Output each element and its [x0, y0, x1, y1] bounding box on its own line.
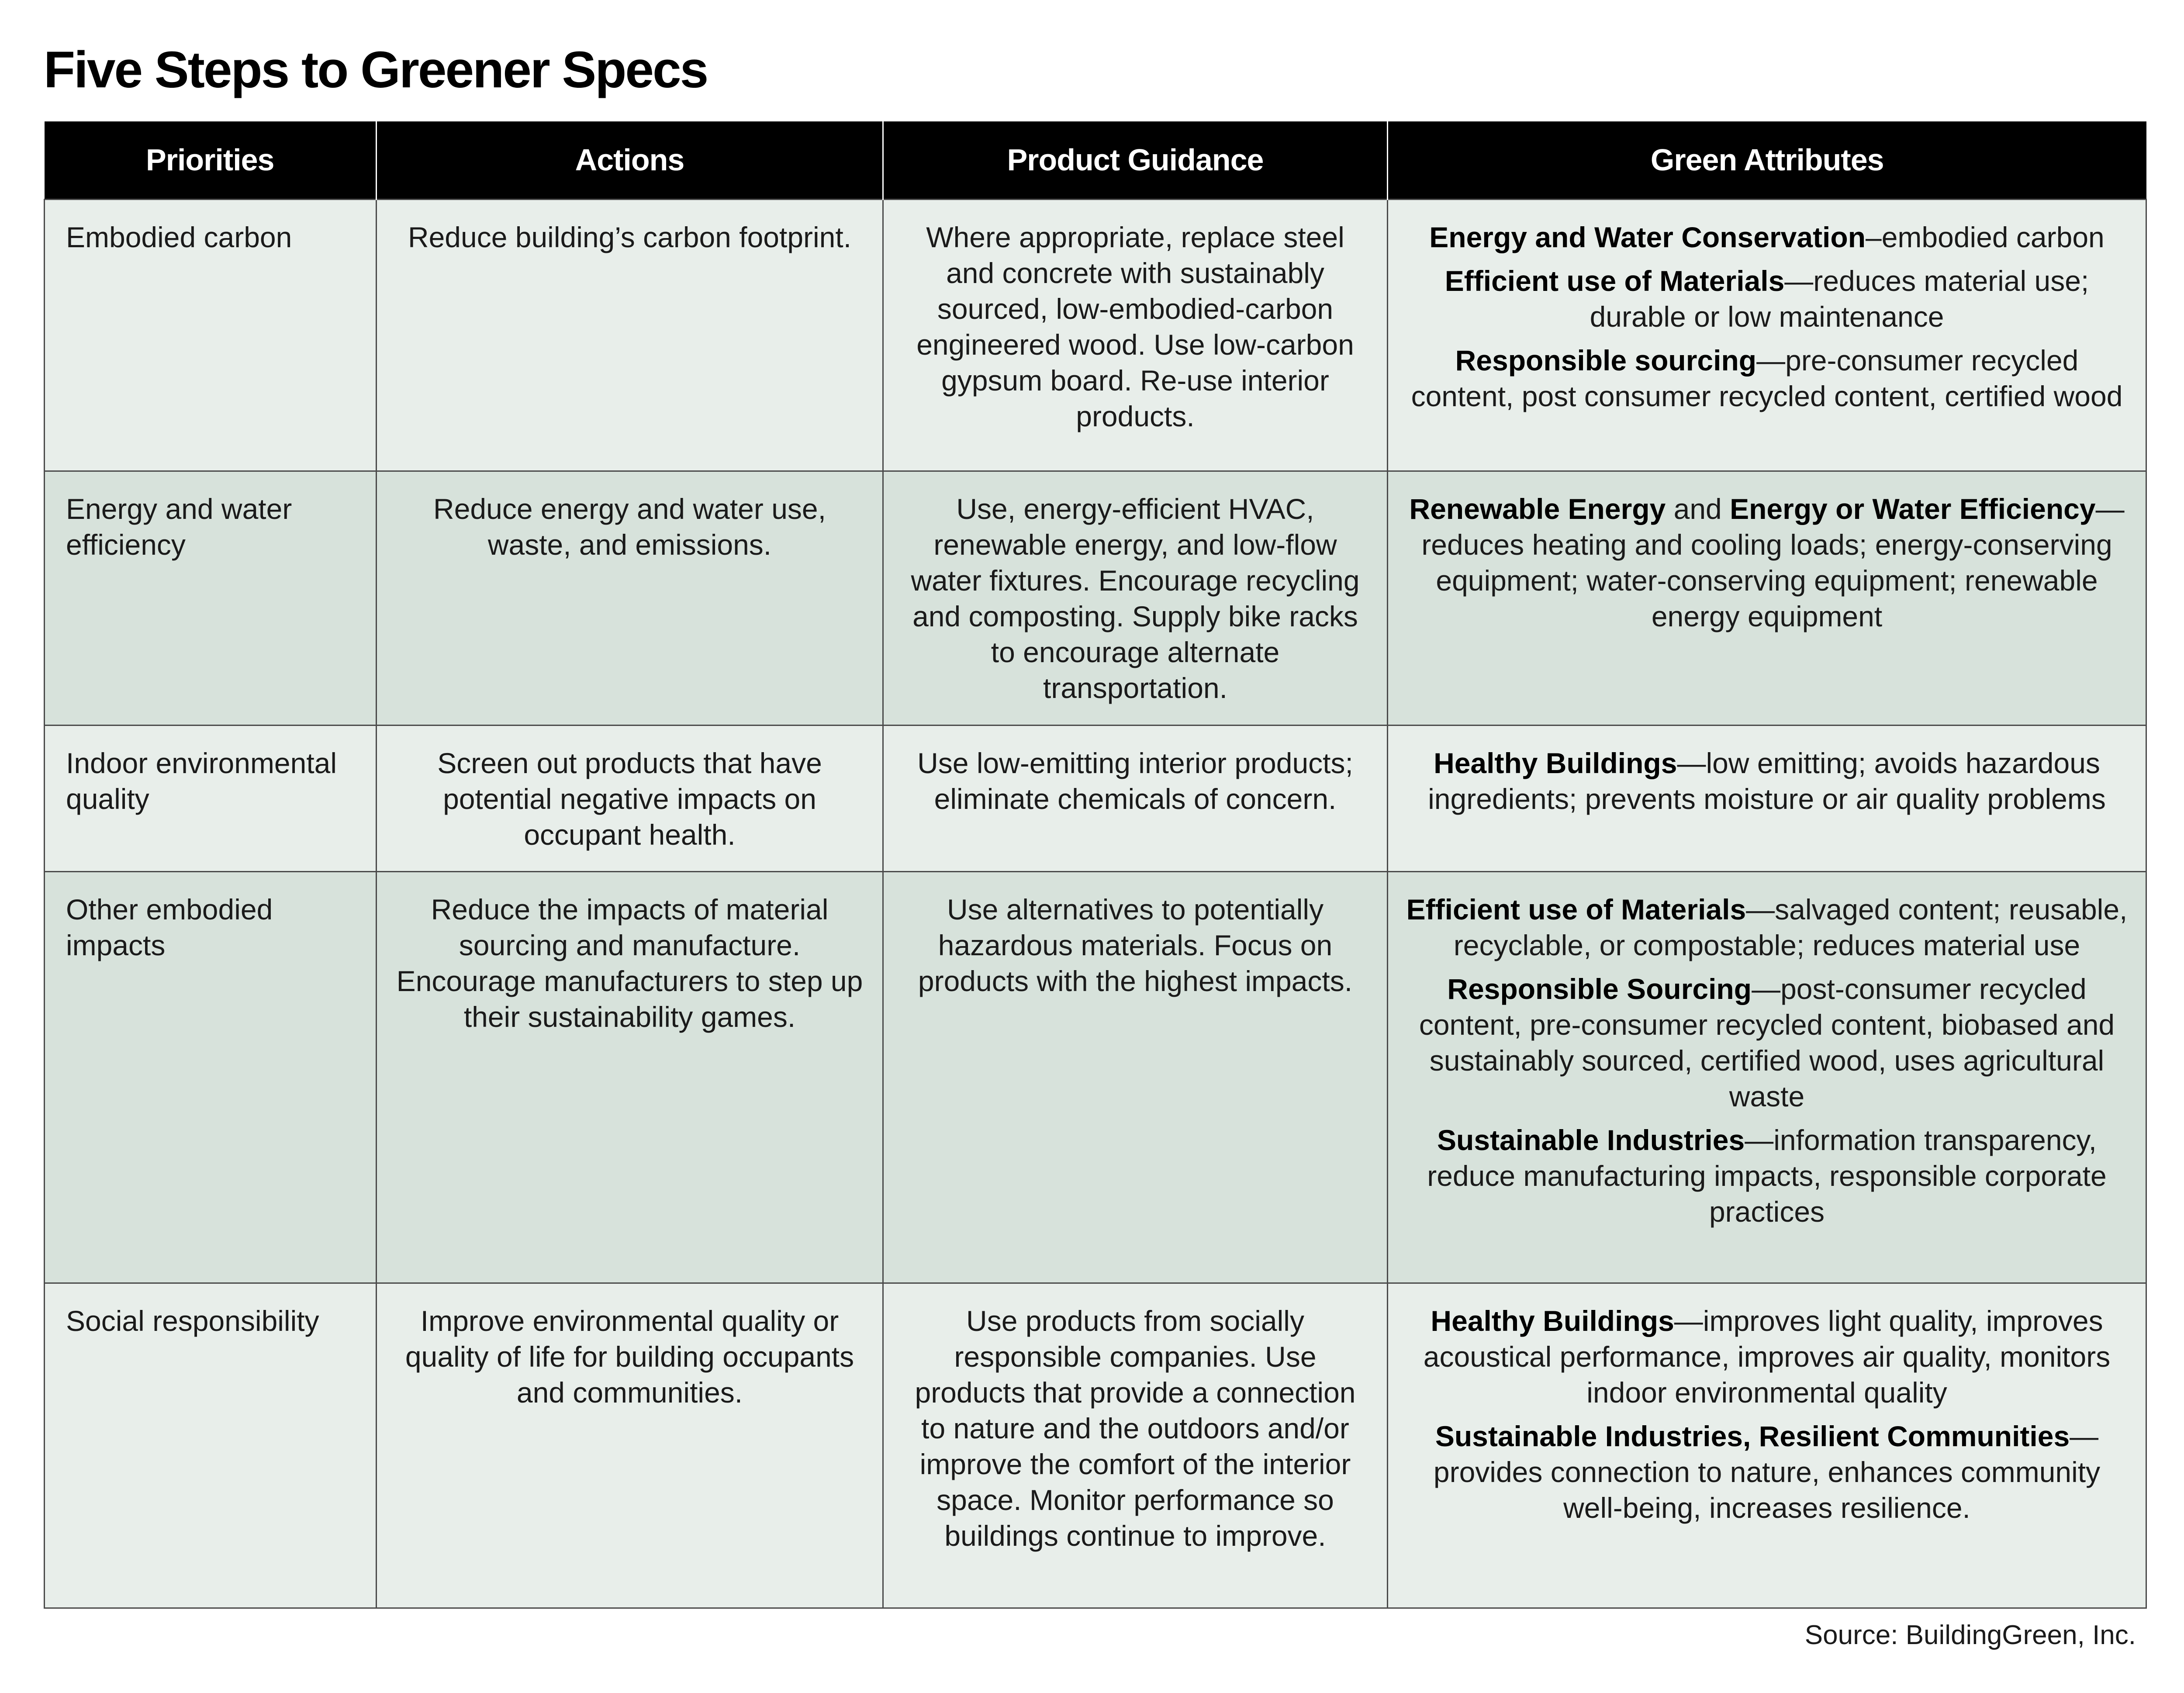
action-cell: Reduce energy and water use, waste, and emissions. [377, 471, 883, 725]
attribute-item [1406, 491, 2128, 634]
attribute-text: –embodied carbon [1866, 221, 2105, 253]
specs-table [44, 121, 2147, 1609]
attribute-name: Energy or Water Efficiency [1730, 492, 2096, 525]
attribute-name: Renewable Energy [1409, 492, 1666, 525]
attribute-name: Healthy Buildings [1434, 746, 1677, 779]
guidance-cell: Use low-emitting interior products; eliminate chemicals of concern. [883, 725, 1388, 871]
attribute-text: —salvaged content; reusable, recyclable, or compostable; reduces material use [1453, 893, 2128, 961]
attribute-name: Sustainable Industries [1437, 1123, 1745, 1156]
guidance-cell: Use, energy-efficient HVAC, renewable energy, and low-flow water fixtures. Encourage recycling and composting. Supply bike racks to encourage alternate transportation. [883, 471, 1388, 725]
attribute-name: Sustainable Industries, Resilient Communities [1435, 1420, 2070, 1452]
source-credit: Source: BuildingGreen, Inc. [1804, 1620, 2136, 1650]
attribute-name: Responsible Sourcing [1447, 972, 1752, 1005]
attribute-name: Responsible sourcing [1455, 344, 1757, 377]
attribute-connector: and [1666, 492, 1730, 525]
header-actions: Actions [377, 121, 883, 199]
attributes-cell [1388, 199, 2146, 471]
table-row [45, 199, 2146, 471]
attribute-text: —low emitting; avoids hazardous ingredients; prevents moisture or air quality problems [1428, 746, 2106, 815]
attribute-item [1406, 971, 2128, 1114]
attributes-cell [1388, 871, 2146, 1283]
priority-cell: Energy and water efficiency [45, 471, 377, 725]
header-product-guidance: Product Guidance [883, 121, 1388, 199]
attributes-cell [1388, 725, 2146, 871]
action-cell: Improve environmental quality or quality of life for building occupants and communities. [377, 1283, 883, 1608]
header-green-attributes: Green Attributes [1388, 121, 2146, 199]
attribute-text: —improves light quality, improves acoustical performance, improves air quality, monitors indoor environmental quality [1423, 1304, 2111, 1409]
attribute-name: Energy and Water Conservation [1429, 221, 1866, 253]
specs-table-container [44, 121, 2146, 1609]
guidance-cell: Use products from socially responsible companies. Use products that provide a connection to nature and the outdoors and/or improve the comfort of the interior space. Monitor performance so buildings continue to improve. [883, 1283, 1388, 1608]
attribute-item [1406, 1418, 2128, 1526]
attribute-name: Healthy Buildings [1431, 1304, 1674, 1337]
header-priorities: Priorities [45, 121, 377, 199]
attribute-text: —information transparency, reduce manufacturing impacts, responsible corporate practices [1427, 1123, 2107, 1228]
table-row [45, 471, 2146, 725]
action-cell: Screen out products that have potential negative impacts on occupant health. [377, 725, 883, 871]
guidance-cell: Use alternatives to potentially hazardous materials. Focus on products with the highest impacts. [883, 871, 1388, 1283]
attribute-item [1406, 219, 2128, 255]
priority-cell: Social responsibility [45, 1283, 377, 1608]
attribute-item [1406, 1122, 2128, 1230]
attribute-text: —reduces heating and cooling loads; energy-conserving equipment; water-conserving equipment; renewable energy equipment [1421, 492, 2125, 632]
table-row [45, 725, 2146, 871]
table-row [45, 1283, 2146, 1608]
table-header-row [45, 121, 2146, 199]
attribute-item [1406, 891, 2128, 963]
table-row [45, 871, 2146, 1283]
attribute-name: Efficient use of Materials [1444, 264, 1785, 297]
attribute-item [1406, 342, 2128, 414]
attribute-text: —provides connection to nature, enhances community well-being, increases resilience. [1433, 1420, 2101, 1524]
guidance-cell: Where appropriate, replace steel and concrete with sustainably sourced, low-embodied-carbon engineered wood. Use low-carbon gypsum board. Re-use interior products. [883, 199, 1388, 471]
action-cell: Reduce the impacts of material sourcing and manufacture. Encourage manufacturers to step up their sustainability games. [377, 871, 883, 1283]
attribute-text: —reduces material use; durable or low maintenance [1590, 264, 2089, 333]
attribute-item [1406, 263, 2128, 335]
attribute-name: Efficient use of Materials [1406, 893, 1746, 926]
attribute-text: —pre-consumer recycled content, post consumer recycled content, certified wood [1411, 344, 2123, 412]
attribute-text: —post-consumer recycled content, pre-consumer recycled content, biobased and sustainably sourced, certified wood, uses agricultural waste [1419, 972, 2115, 1113]
priority-cell: Embodied carbon [45, 199, 377, 471]
attributes-cell [1388, 1283, 2146, 1608]
action-cell: Reduce building’s carbon footprint. [377, 199, 883, 471]
attributes-cell [1388, 471, 2146, 725]
attribute-item [1406, 1303, 2128, 1410]
attribute-item [1406, 745, 2128, 817]
priority-cell: Other embodied impacts [45, 871, 377, 1283]
page-title: Five Steps to Greener Specs [44, 41, 708, 99]
priority-cell: Indoor environmental quality [45, 725, 377, 871]
